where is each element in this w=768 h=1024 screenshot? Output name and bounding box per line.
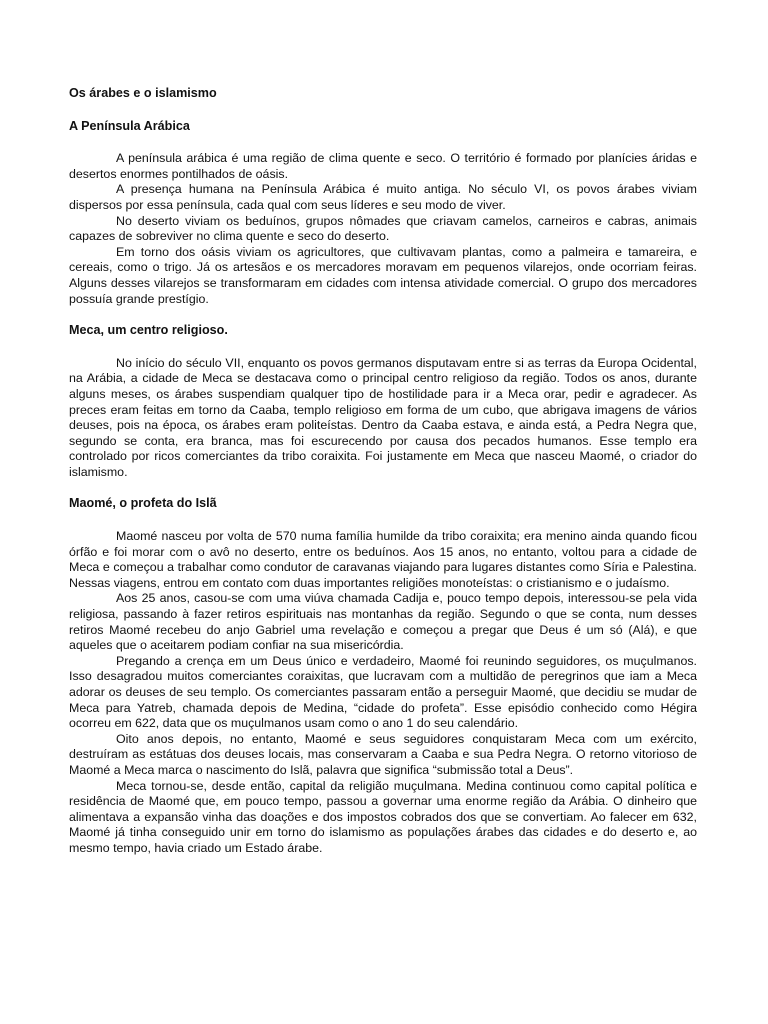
section-maome-profeta — [69, 496, 697, 856]
section-peninsula-arabica — [69, 119, 697, 308]
section-heading: A Península Arábica — [69, 118, 190, 133]
section-body — [69, 529, 697, 856]
paragraph: A península arábica é uma região de clima quente e seco. O território é formado por planícies áridas e desertos enormes pontilhados de oásis. — [69, 151, 697, 181]
paragraph: Oito anos depois, no entanto, Maomé e seus seguidores conquistaram Meca com um exército, destruíram as estátuas dos deuses locais, mas conservaram a Caaba e sua Pedra Negra. O retorno vitorioso de Maomé a Meca marca o nascimento do Islã, palavra que significa “submissão total a Deus”. — [69, 731, 697, 777]
paragraph: No início do século VII, enquanto os povos germanos disputavam entre si as terras da Europa Ocidental, na Arábia, a cidade de Meca se destacava como o principal centro religioso da região. Todos os anos, durante alguns meses, os árabes suspendiam qualquer tipo de hostilidade para ir a Meca orar, pedir e agradecer. As preces eram feitas em torno da Caaba, templo religioso em forma de um cubo, que abrigava imagens de vários deuses, pois na época, os árabes eram politeístas. Dentro da Caaba estava, e ainda está, a Pedra Negra que, segundo se conta, era branca, mas foi escurecendo por causa dos pecados humanos. Esse templo era controlado por ricos comerciantes da tribo coraixita. Foi justamente em Meca que nasceu Maomé, o criador do islamismo. — [69, 355, 697, 479]
paragraph: Em torno dos oásis viviam os agricultores, que cultivavam plantas, como a palmeira e tamareira, e cereais, como o trigo. Já os artesãos e os mercadores moravam em pequenos vilarejos, onde ocorriam feiras. Alguns desses vilarejos se transformaram em cidades com intensa atividade comercial. O grupo dos mercadores possuía grande prestígio. — [69, 244, 697, 306]
paragraph: A presença humana na Península Arábica é muito antiga. No século VI, os povos árabes viviam dispersos por essa península, cada qual com seus líderes e seu modo de viver. — [69, 182, 697, 212]
paragraph: Meca tornou-se, desde então, capital da religião muçulmana. Medina continuou como capital política e residência de Maomé que, em pouco tempo, passou a governar uma enorme região da Arábia. O dinheiro que alimentava a expansão vinha das doações e dos impostos cobrados dos que se convertiam. Ao falecer em 632, Maomé já tinha conseguido unir em torno do islamismo as populações árabes das cidades e do deserto e, ao mesmo tempo, havia criado um Estado árabe. — [69, 778, 697, 855]
section-body — [69, 151, 697, 307]
section-meca-centro-religioso — [69, 323, 697, 480]
paragraph: Pregando a crença em um Deus único e verdadeiro, Maomé foi reunindo seguidores, os muçulmanos. Isso desagradou muitos comerciantes coraixitas, que lucravam com a multidão de peregrinos que iam a Meca adorar os deuses de seu templo. Os comerciantes passaram então a perseguir Maomé, que decidiu se mudar de Meca para Yatreb, chamada depois de Medina, “cidade do profeta”. Esse episódio conhecido como Hégira ocorreu em 622, data que os muçulmanos usam como o ano 1 do seu calendário. — [69, 653, 697, 731]
section-body — [69, 356, 697, 481]
paragraph: Aos 25 anos, casou-se com uma viúva chamada Cadija e, pouco tempo depois, interessou-se pela vida religiosa, passando à fazer retiros espirituais nas montanhas da região. Segundo o que se conta, num desses retiros Maomé recebeu do anjo Gabriel uma revelação e começou a pregar que Deus é um só (Alá), e que aqueles que o aceitarem podiam confiar na sua misericórdia. — [69, 591, 697, 653]
section-heading: Meca, um centro religioso. — [69, 323, 228, 338]
document-page — [69, 86, 697, 873]
paragraph: No deserto viviam os beduínos, grupos nômades que criavam camelos, carneiros e cabras, animais capazes de sobreviver no clima quente e seco do deserto. — [69, 213, 697, 244]
paragraph: Maomé nasceu por volta de 570 numa família humilde da tribo coraixita; era menino ainda quando ficou órfão e foi morar com o avô no deserto, entre os beduínos. Aos 15 anos, no entanto, voltou para a cidade de Meca e começou a trabalhar como condutor de caravanas viajando para lugares distantes como Síria e Palestina. Nessas viagens, entrou em contato com duas importantes religiões monoteístas: o cristianismo e o judaísmo. — [69, 529, 697, 590]
document-title: Os árabes e o islamismo — [69, 86, 217, 100]
section-heading: Maomé, o profeta do Islã — [69, 496, 217, 511]
